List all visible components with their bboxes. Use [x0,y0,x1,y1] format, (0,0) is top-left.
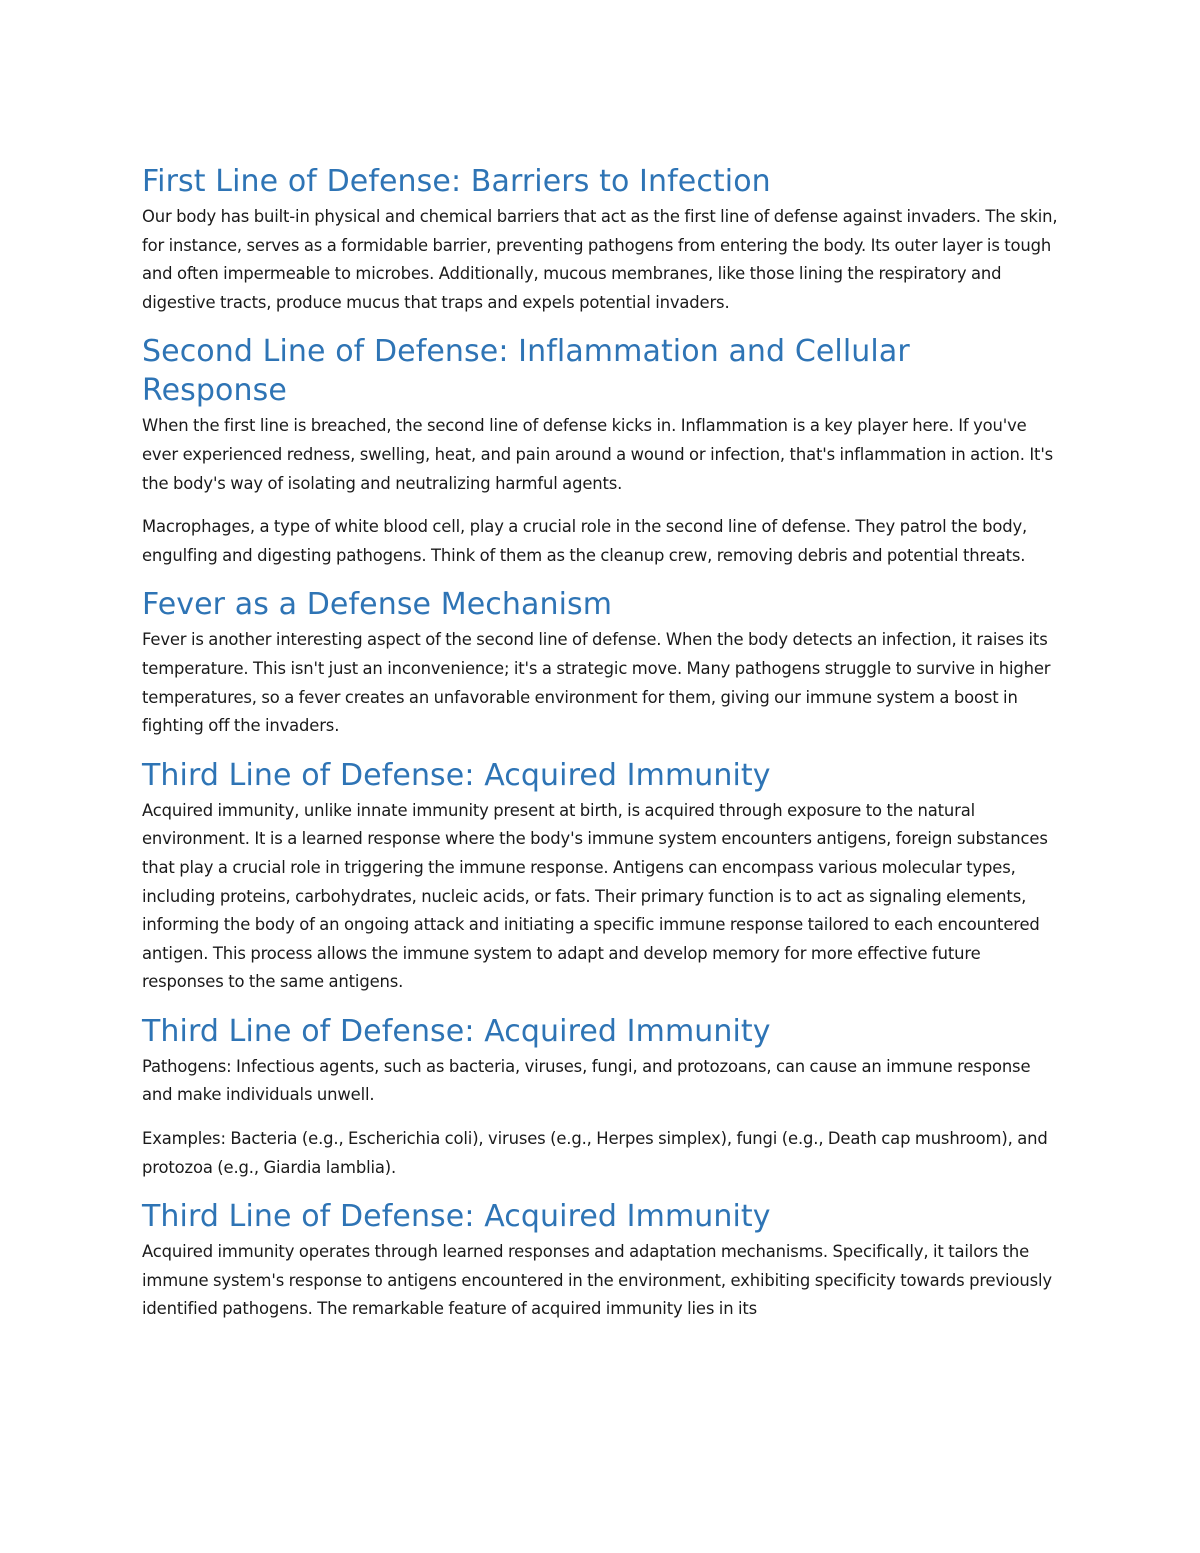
section-heading: Third Line of Defense: Acquired Immunity [142,1013,771,1049]
paragraph: Fever is another interesting aspect of the second line of defense. When the body detects an infection, it raises its temperature. This isn't just an inconvenience; it's a strategic move. Many pathogens struggle to survive in higher temperatures, so a fever creates an unfavorable environment for them, giving our immune system a boost in fighting off the invaders. [142,630,1051,736]
section-heading: Second Line of Defense: Inflammation and Cellular Response [142,334,910,409]
section-first-line-of-defense [142,162,1062,317]
section-fever-defense-mechanism [142,585,1062,740]
paragraph: When the first line is breached, the second line of defense kicks in. Inflammation is a key player here. If you've ever experienced redness, swelling, heat, and pain around a wound or infection, that's inflammation in action. It's the body's way of isolating and neutralizing harmful agents. [142,416,1054,493]
document-body [142,162,1062,1339]
section-third-line-of-defense-adaptation [142,1197,1062,1324]
section-third-line-of-defense [142,756,1062,997]
paragraph: Pathogens: Infectious agents, such as bacteria, viruses, fungi, and protozoans, can cause an immune response and make individuals unwell. [142,1056,1031,1105]
paragraph: Acquired immunity, unlike innate immunity present at birth, is acquired through exposure to the natural environment. It is a learned response where the body's immune system encounters antigens, foreign substances that play a crucial role in triggering the immune response. Antigens can encompass various molecular types, including proteins, carbohydrates, nucleic acids, or fats. Their primary function is to act as signaling elements, informing the body of an ongoing attack and initiating a specific immune response tailored to each encountered antigen. This process allows the immune system to adapt and develop memory for more effective future responses to the same antigens. [142,800,1048,992]
section-heading: First Line of Defense: Barriers to Infection [142,164,771,199]
section-third-line-of-defense-pathogens [142,1012,1062,1182]
section-second-line-of-defense [142,332,1062,570]
section-heading: Fever as a Defense Mechanism [142,587,613,623]
paragraph: Examples: Bacteria (e.g., Escherichia coli), viruses (e.g., Herpes simplex), fungi (e.g., Death cap mushroom), and protozoa (e.g., Giardia lamblia). [142,1129,1048,1177]
section-heading: Third Line of Defense: Acquired Immunity [142,757,771,793]
paragraph: Our body has built-in physical and chemical barriers that act as the first line of defense against invaders. The skin, for instance, serves as a formidable barrier, preventing pathogens from entering the body. Its outer layer is tough and often impermeable to microbes. Additionally, mucous membranes, like those lining the respiratory and digestive tracts, produce mucus that traps and expels potential invaders. [142,207,1058,312]
paragraph: Acquired immunity operates through learned responses and adaptation mechanisms. Specifically, it tailors the immune system's response to antigens encountered in the environment, exhibiting specificity towards previously identified pathogens. The remarkable feature of acquired immunity lies in its [142,1242,1052,1319]
paragraph: Macrophages, a type of white blood cell, play a crucial role in the second line of defense. They patrol the body, engulfing and digesting pathogens. Think of them as the cleanup crew, removing debris and potential threats. [142,517,1028,565]
section-heading: Third Line of Defense: Acquired Immunity [142,1199,771,1235]
